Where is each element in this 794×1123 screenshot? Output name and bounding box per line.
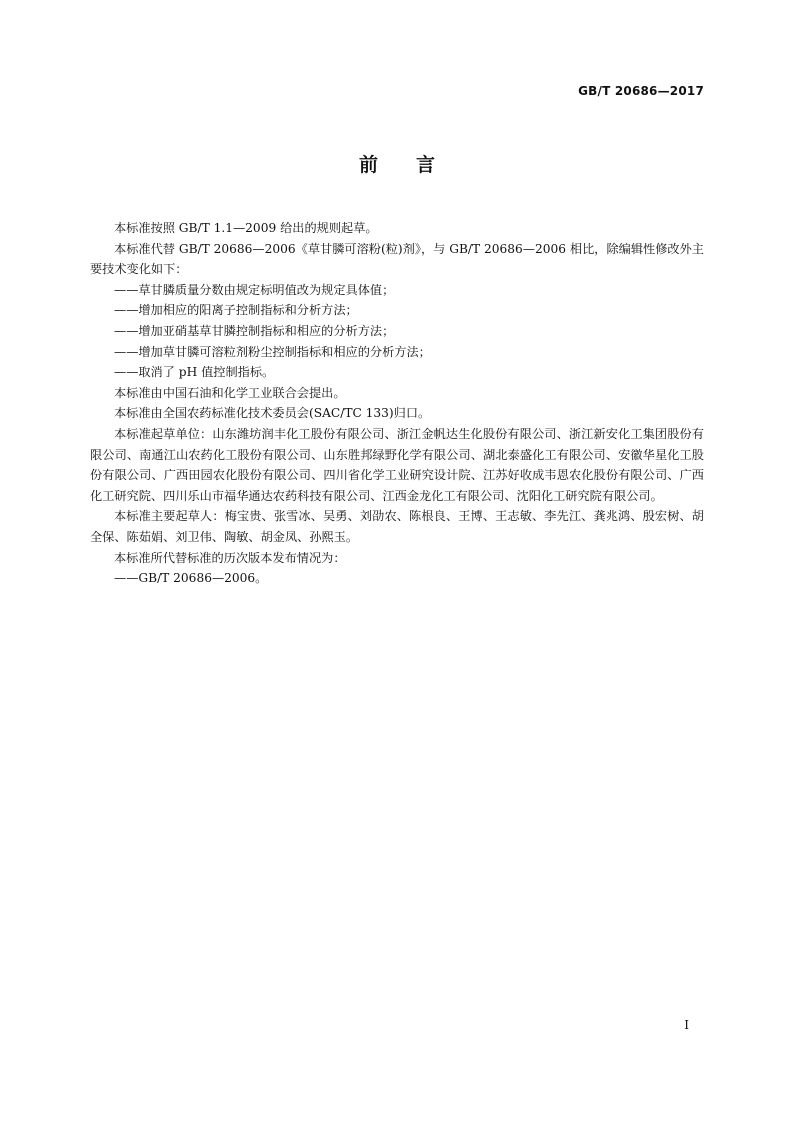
paragraph-drafting-units: 本标准起草单位：山东潍坊润丰化工股份有限公司、浙江金帆达生化股份有限公司、浙江新安化工集团股份有限公司、南通江山农药化工股份有限公司、山东胜邦绿野化学有限公司、湖北泰盛化工有限公司、安徽华星化工股份有限公司、广西田园农化股份有限公司、四川省化学工业研究设计院、江苏好收成韦恩农化股份有限公司、广西化工研究院、四川乐山市福华通达农药科技有限公司、江西金龙化工有限公司、沈阳化工研究院有限公司。 bbox=[90, 426, 704, 503]
change-item: ——增加相应的阳离子控制指标和分析方法； bbox=[114, 303, 358, 318]
paragraph-administered-by: 本标准由全国农药标准化技术委员会(SAC/TC 133)归口。 bbox=[114, 406, 431, 421]
change-item: ——取消了 pH 值控制指标。 bbox=[114, 365, 275, 380]
history-item: ——GB/T 20686—2006。 bbox=[114, 571, 268, 586]
paragraph-replacement: 本标准代替 GB/T 20686—2006《草甘膦可溶粉(粒)剂》，与 GB/T 20686—2006 相比，除编辑性修改外主要技术变化如下： bbox=[90, 241, 704, 277]
change-item: ——增加亚硝基草甘膦控制指标和相应的分析方法； bbox=[114, 323, 395, 338]
standard-code: GB/T 20686—2017 bbox=[578, 84, 704, 98]
paragraph-proposed-by: 本标准由中国石油和化学工业联合会提出。 bbox=[114, 385, 346, 400]
change-item: ——增加草甘膦可溶粒剂粉尘控制指标和相应的分析方法； bbox=[114, 344, 431, 359]
change-item: ——草甘膦质量分数由规定标明值改为规定具体值； bbox=[114, 282, 395, 297]
paragraph-drafting-rules: 本标准按照 GB/T 1.1—2009 给出的规则起草。 bbox=[114, 221, 378, 235]
page-number: I bbox=[684, 1018, 689, 1032]
paragraph-history: 本标准所代替标准的历次版本发布情况为： bbox=[114, 550, 346, 565]
page-title: 前言 bbox=[358, 154, 473, 176]
foreword-body bbox=[90, 218, 704, 589]
paragraph-drafters: 本标准主要起草人：梅宝贵、张雪冰、吴勇、刘劭农、陈根良、王博、王志敏、李先江、龚兆鸿、殷宏树、胡全保、陈茹娟、刘卫伟、陶敏、胡金凤、孙熙玉。 bbox=[90, 509, 704, 544]
